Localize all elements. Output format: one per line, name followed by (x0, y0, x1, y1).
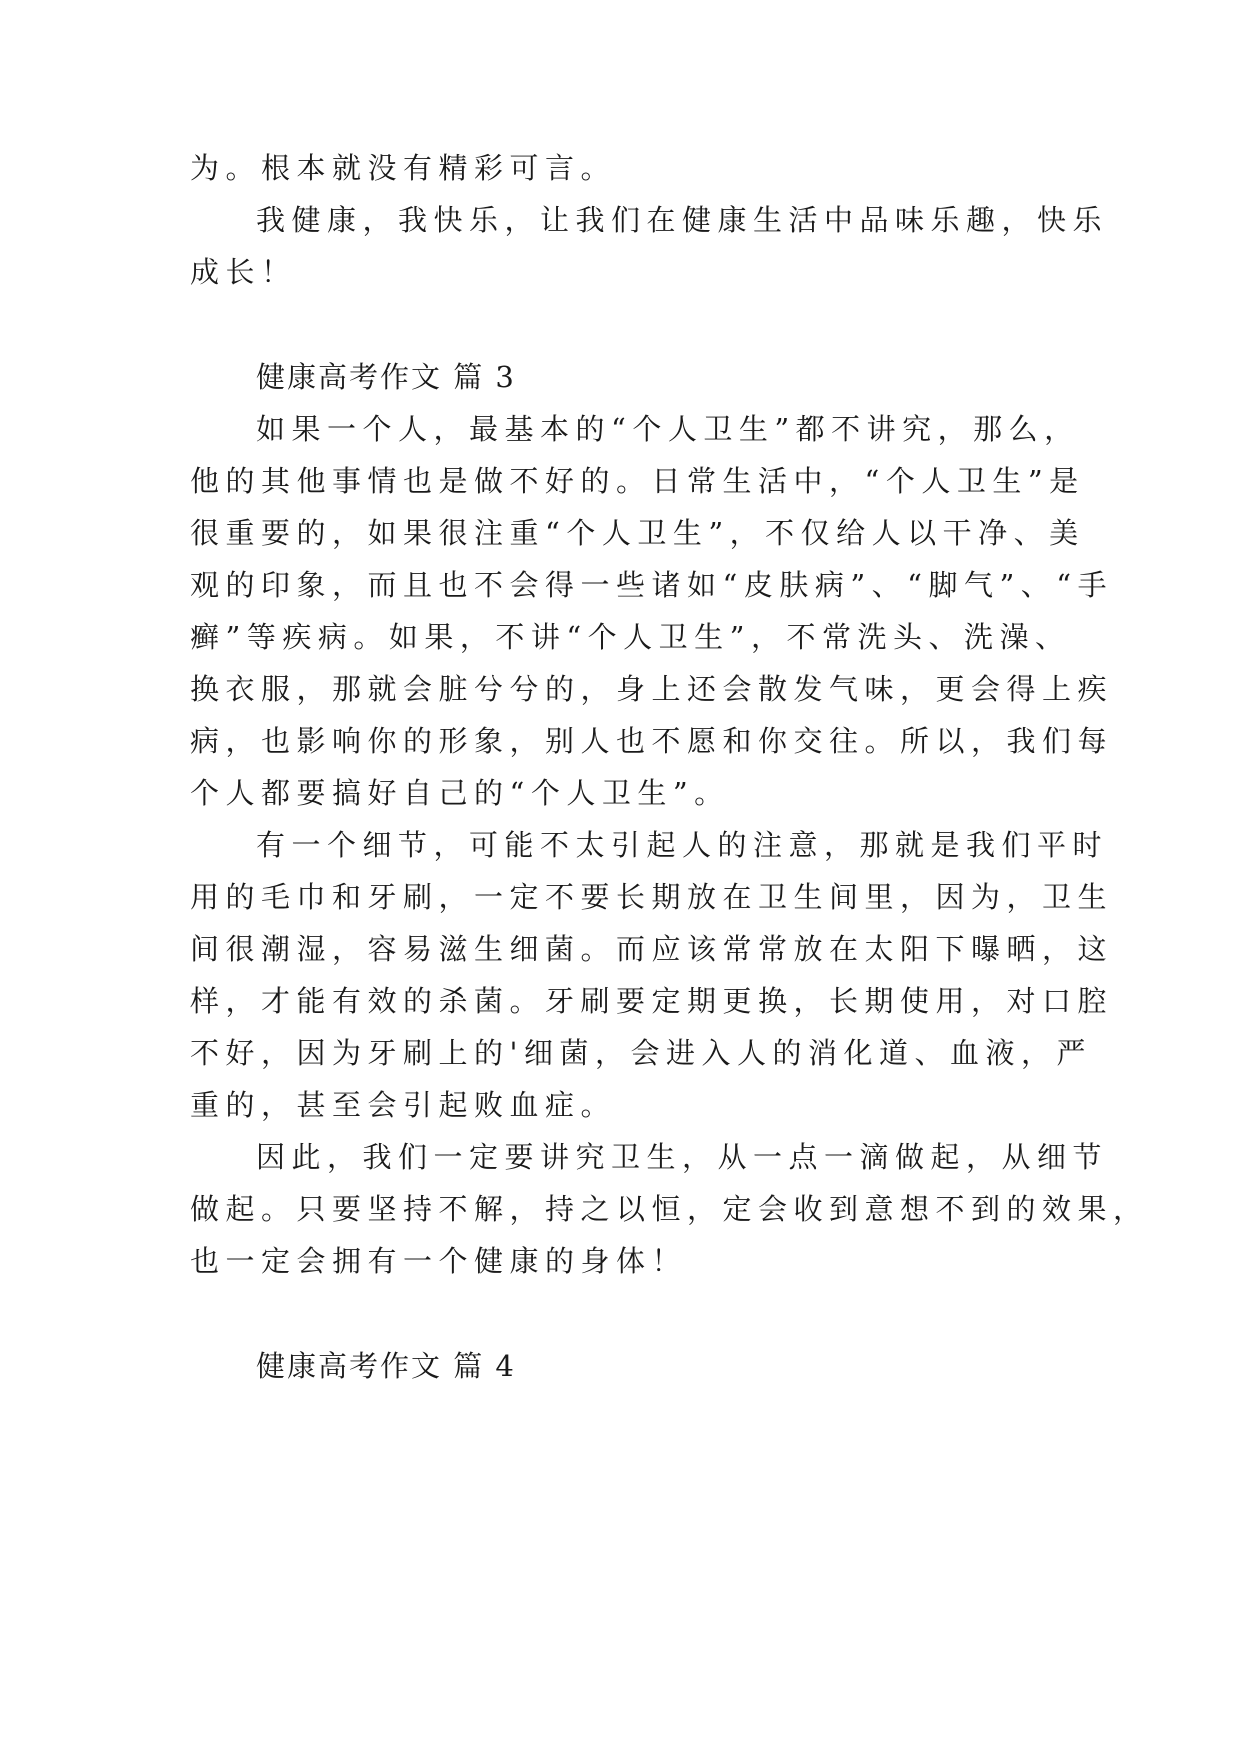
paragraph-start: 我健康，我快乐，让我们在健康生活中品味乐趣，快乐 (256, 203, 1109, 237)
text-line: 也一定会拥有一个健康的身体！ (190, 1244, 688, 1278)
text-line: 间很潮湿，容易滋生细菌。而应该常常放在太阳下曝晒，这 (190, 932, 1114, 966)
text-line: 用的毛巾和牙刷，一定不要长期放在卫生间里，因为，卫生 (190, 880, 1114, 914)
paragraph-start: 因此，我们一定要讲究卫生，从一点一滴做起，从细节 (256, 1140, 1109, 1174)
paragraph-start: 如果一个人，最基本的“个人卫生”都不讲究，那么， (256, 412, 1080, 446)
paragraph-start: 有一个细节，可能不太引起人的注意，那就是我们平时 (256, 828, 1109, 862)
section-heading: 健康高考作文 篇 3 (256, 360, 516, 394)
text-line: 个人都要搞好自己的“个人卫生”。 (190, 776, 730, 810)
text-line: 病，也影响你的形象，别人也不愿和你交往。所以，我们每 (190, 724, 1114, 758)
text-line: 不好，因为牙刷上的'细菌，会进入人的消化道、血液，严 (190, 1036, 1092, 1070)
text-line: 癣”等疾病。如果，不讲“个人卫生”，不常洗头、洗澡、 (190, 620, 1071, 654)
text-line: 他的其他事情也是做不好的。日常生活中，“个人卫生”是 (190, 464, 1085, 498)
text-line: 重的，甚至会引起败血症。 (190, 1088, 617, 1122)
text-line: 样，才能有效的杀菌。牙刷要定期更换，长期使用，对口腔 (190, 984, 1114, 1018)
text-line: 成长！ (190, 255, 297, 289)
text-line: 换衣服，那就会脏兮兮的，身上还会散发气味，更会得上疾 (190, 672, 1114, 706)
text-line: 做起。只要坚持不解，持之以恒，定会收到意想不到的效果， (190, 1192, 1149, 1226)
text-line: 很重要的，如果很注重“个人卫生”，不仅给人以干净、美 (190, 516, 1085, 550)
text-line: 为。根本就没有精彩可言。 (190, 151, 617, 185)
text-line: 观的印象，而且也不会得一些诸如“皮肤病”、“脚气”、“手 (190, 568, 1114, 602)
section-heading: 健康高考作文 篇 4 (256, 1349, 516, 1383)
